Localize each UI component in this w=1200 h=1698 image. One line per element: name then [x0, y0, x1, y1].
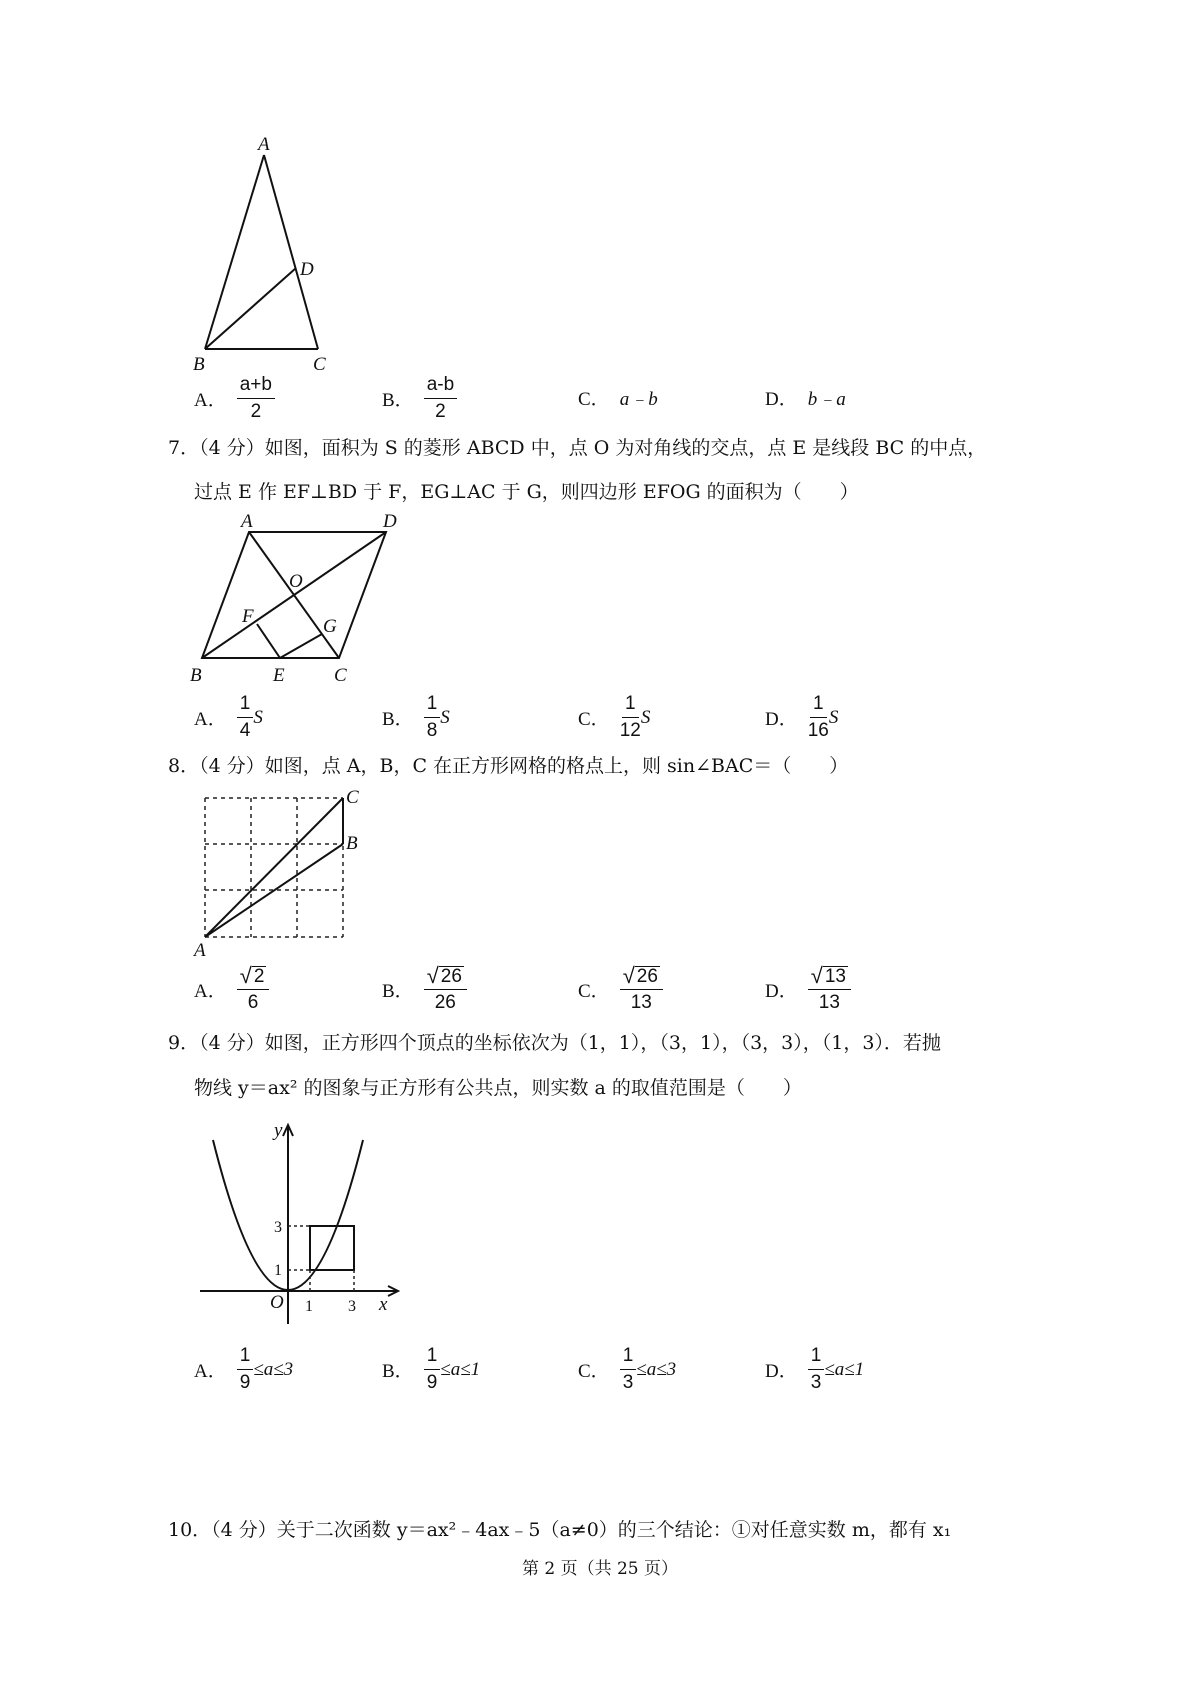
- q6-label-b: B: [193, 354, 205, 375]
- q6-option-b: B． $\frac{a-b}{2}$: [382, 374, 457, 423]
- q9-option-b: B． $\frac{1}{9}$ ≤a≤1: [382, 1345, 481, 1393]
- q7-option-d-fraction: $\frac{1}{16}$: [807, 693, 829, 741]
- q8-option-b-fraction: √ 26 26: [424, 965, 467, 1014]
- q7-label-e: E: [273, 665, 285, 686]
- q7-label-f: F: [242, 606, 254, 627]
- q9-label-x: x: [379, 1294, 388, 1315]
- q7-option-d: D． $\frac{1}{16}$ S: [765, 693, 839, 741]
- q7-option-c-fraction: $\frac{1}{12}$: [619, 693, 641, 741]
- q7-option-b: B． $\frac{1}{8}$ S: [382, 693, 450, 741]
- q8-option-c: C． √ 26 13: [578, 965, 663, 1014]
- q8-label-c: C: [346, 787, 359, 808]
- q9-option-d: D． $\frac{1}{3}$ ≤a≤1: [765, 1345, 865, 1393]
- q7-text-line2: 过点 E 作 EF⊥BD 于 F，EG⊥AC 于 G，则四边形 EFOG 的面积为（ ）: [194, 481, 859, 503]
- q7-text-line1: 7．（4 分）如图，面积为 S 的菱形 ABCD 中，点 O 为对角线的交点，点 E 是线段 BC 的中点，: [168, 437, 987, 459]
- q6-option-a-fraction: $\frac{a+b}{2}$: [237, 374, 275, 423]
- q8-option-a-fraction: √ 2 6: [237, 965, 270, 1014]
- q7-label-a: A: [241, 511, 253, 532]
- q7-label-g: G: [323, 616, 337, 637]
- q6-option-d: D． b﹣a: [765, 389, 846, 410]
- q7-option-a: A． $\frac{1}{4}$ S: [194, 693, 263, 741]
- q10-text-line1: 10．（4 分）关于二次函数 y＝ax²﹣4ax﹣5（a≠0）的三个结论：①对任意实数 m，都有 x₁: [168, 1519, 952, 1541]
- q7-option-b-fraction: $\frac{1}{8}$: [424, 693, 441, 742]
- page-footer: 第 2 页（共 25 页）: [521, 1559, 679, 1579]
- q9-tick-3-y: 3: [274, 1219, 282, 1236]
- q9-square: [310, 1226, 354, 1270]
- q7-label-d: D: [383, 511, 397, 532]
- q9-option-b-fraction: $\frac{1}{9}$: [424, 1345, 441, 1394]
- q9-option-a: A． $\frac{1}{9}$ ≤a≤3: [194, 1345, 294, 1393]
- q9-option-d-fraction: $\frac{1}{3}$: [808, 1345, 825, 1394]
- q9-tick-1-y: 1: [274, 1262, 282, 1279]
- q7-option-a-fraction: $\frac{1}{4}$: [237, 693, 254, 742]
- q8-option-c-fraction: √ 26 13: [620, 965, 663, 1014]
- q6-label-a: A: [258, 134, 270, 155]
- q7-label-b: B: [190, 665, 202, 686]
- q6-option-c: C． a﹣b: [578, 389, 658, 410]
- q8-text-line1: 8．（4 分）如图，点 A，B，C 在正方形网格的格点上，则 sin∠BAC＝（ ）: [168, 755, 849, 777]
- q7-option-c: C． $\frac{1}{12}$ S: [578, 693, 651, 741]
- q8-option-d: D． √ 13 13: [765, 965, 851, 1014]
- q9-label-o: O: [270, 1292, 284, 1313]
- q9-text-line1: 9．（4 分）如图，正方形四个顶点的坐标依次为（1，1），（3，1），（3，3），（1，3）．若抛: [168, 1032, 941, 1054]
- q9-tick-3-x: 3: [348, 1298, 356, 1315]
- q6-label-c: C: [313, 354, 326, 375]
- q9-text-line2: 物线 y＝ax² 的图象与正方形有公共点，则实数 a 的取值范围是（ ）: [194, 1077, 802, 1099]
- q9-option-a-fraction: $\frac{1}{9}$: [237, 1345, 254, 1394]
- q9-option-c: C． $\frac{1}{3}$ ≤a≤3: [578, 1345, 677, 1393]
- q8-label-a: A: [194, 940, 206, 961]
- q8-option-d-fraction: √ 13 13: [808, 965, 851, 1014]
- q6-option-b-fraction: $\frac{a-b}{2}$: [424, 374, 457, 423]
- q7-label-c: C: [334, 665, 347, 686]
- q8-option-b: B． √ 26 26: [382, 965, 467, 1014]
- q9-tick-1-x: 1: [305, 1298, 313, 1315]
- q9-label-y: y: [274, 1120, 283, 1141]
- q7-label-o: O: [289, 571, 303, 592]
- q6-label-d: D: [300, 259, 314, 280]
- q9-option-c-fraction: $\frac{1}{3}$: [620, 1345, 637, 1394]
- q8-option-a: A． √ 2 6: [194, 965, 269, 1014]
- q6-option-a: A． $\frac{a+b}{2}$: [194, 374, 275, 423]
- q8-label-b: B: [346, 833, 358, 854]
